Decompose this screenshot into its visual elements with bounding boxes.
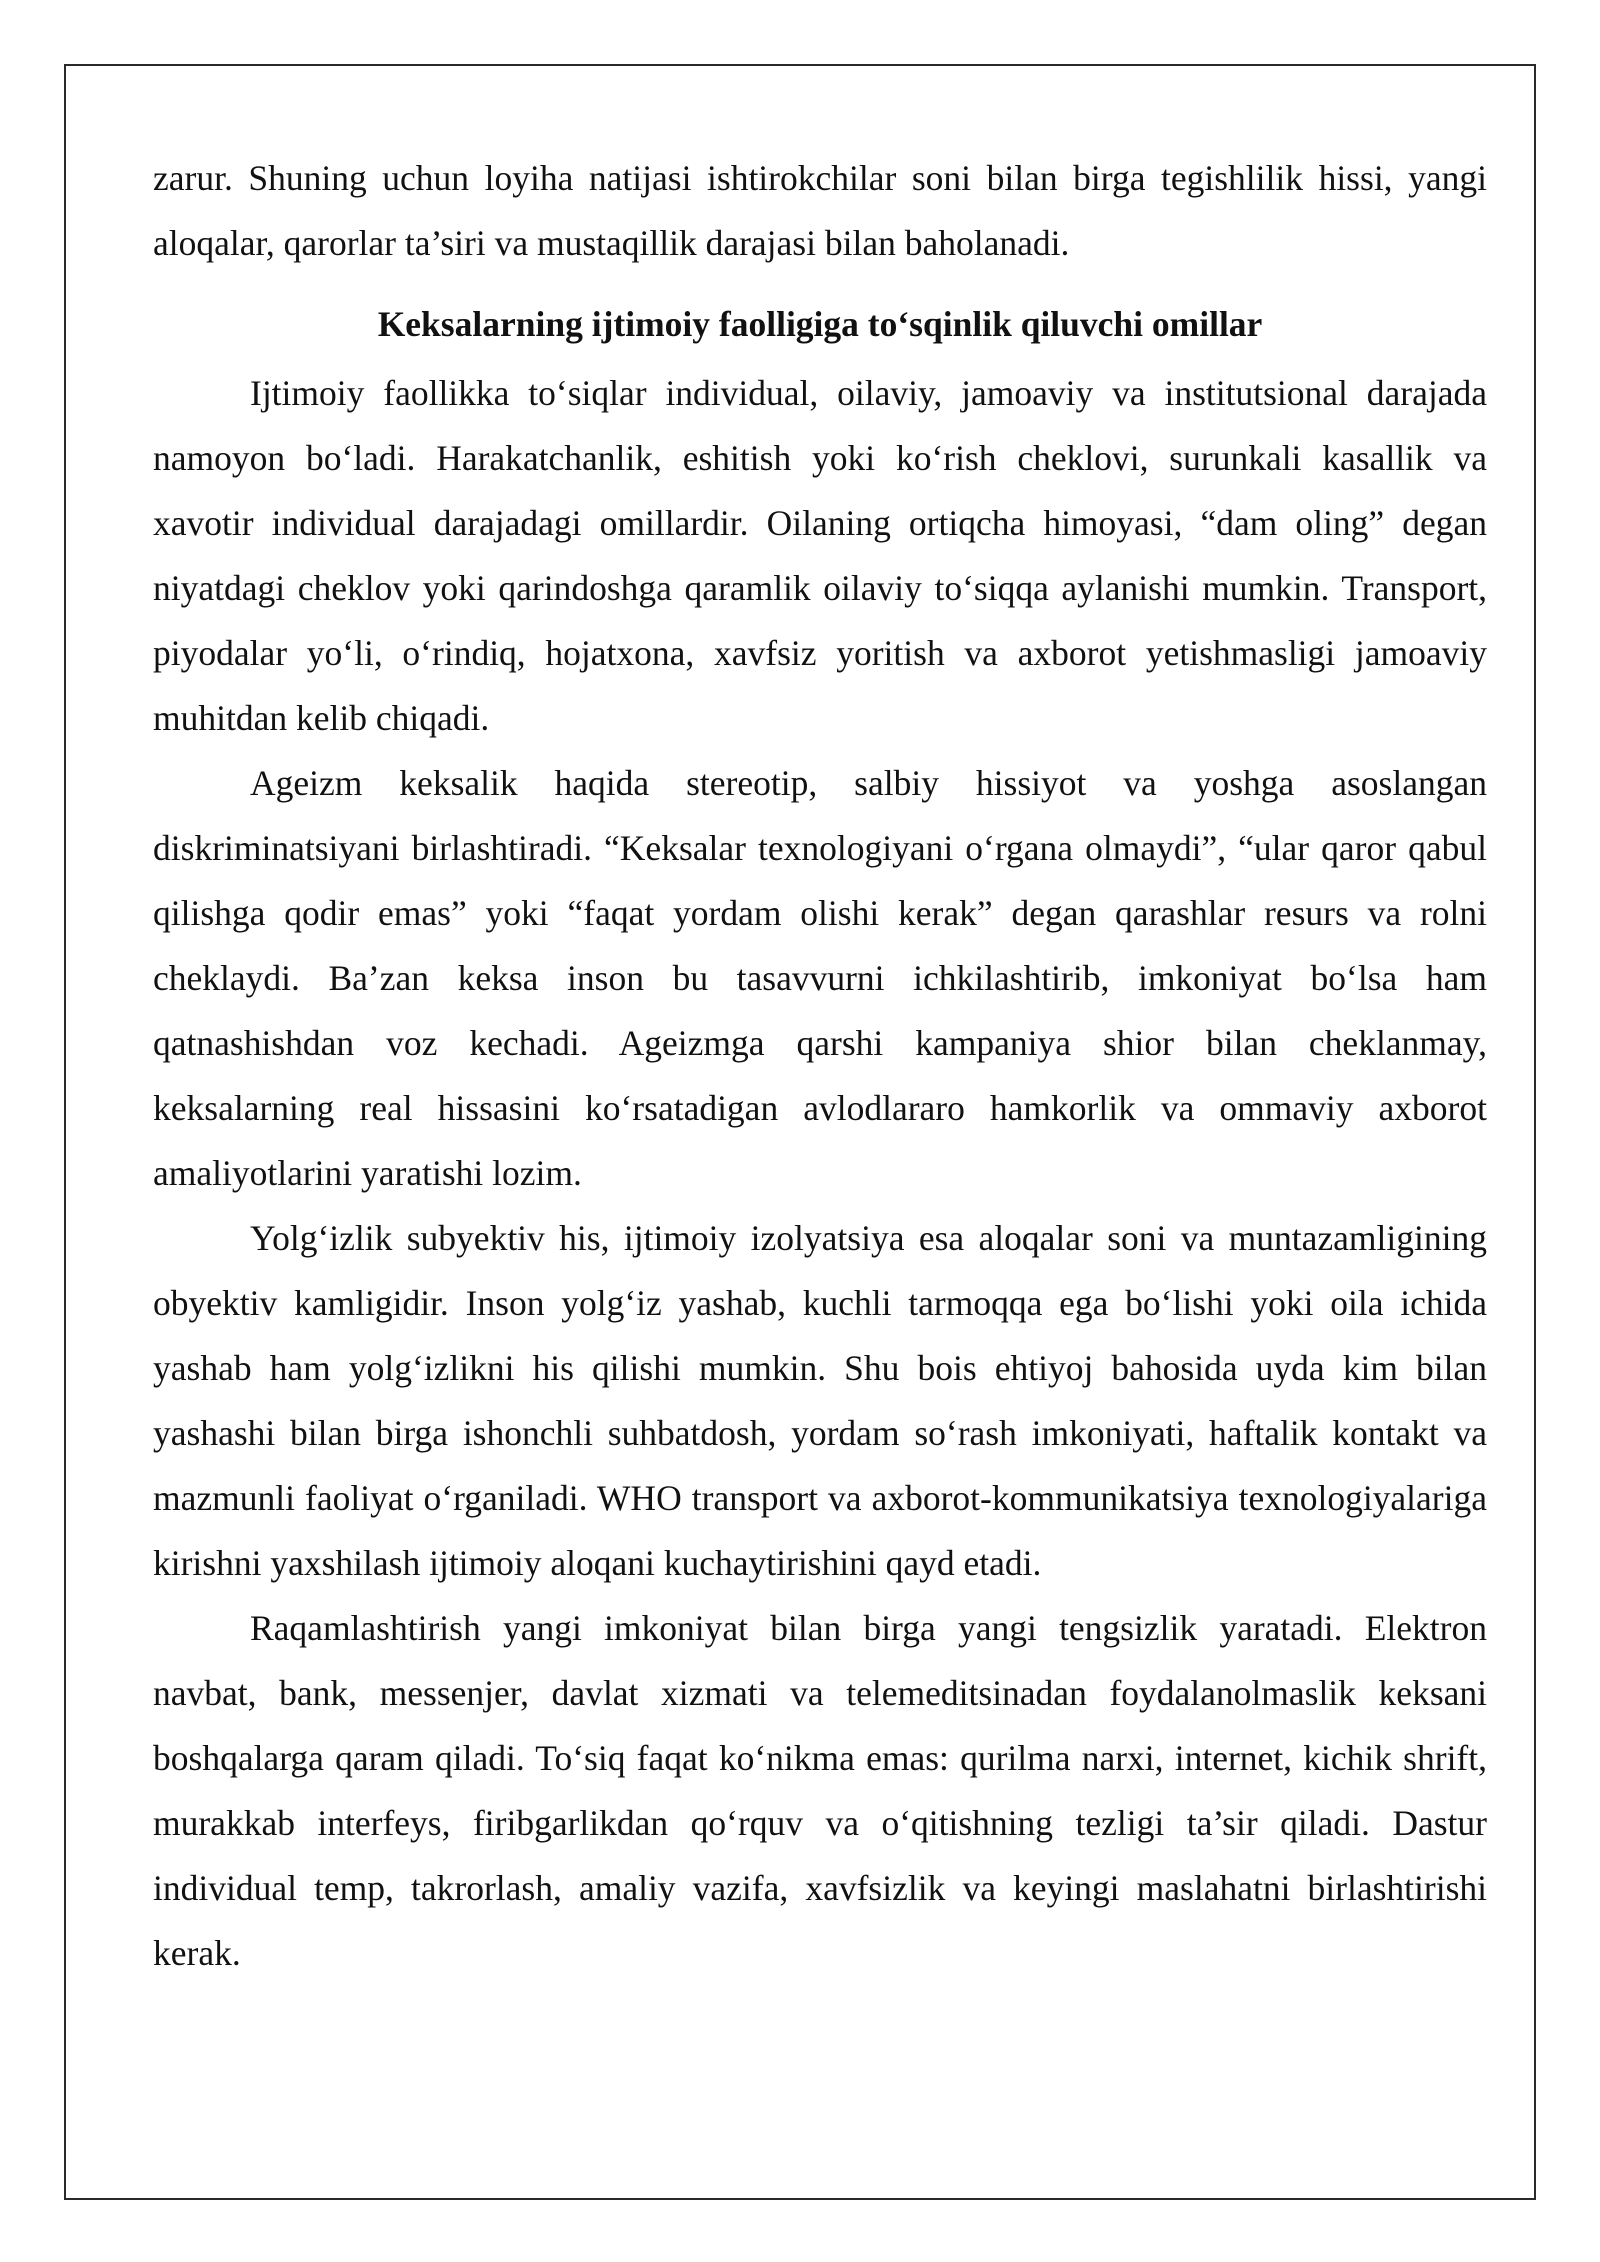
paragraph-barriers-levels: Ijtimoiy faollikka to‘siqlar individual, oilaviy, jamoaviy va institutsional darajada namoyon bo‘ladi. Harakatchanlik, eshitish yoki ko‘rish cheklovi, surunkali kasallik va xavotir individual darajadagi omillardir. Oilaning ortiqcha himoyasi, “dam oling” degan niyatdagi cheklov yoki qarindoshga qaramlik oilaviy to‘siqqa aylanishi mumkin. Transport, piyodalar yo‘li, o‘rindiq, hojatxona, xavfsiz yoritish va axborot yetishmasligi jamoaviy muhitdan kelib chiqadi. bbox=[153, 373, 1487, 738]
section-heading: Keksalarning ijtimoiy faolligiga to‘sqinlik qiluvchi omillar bbox=[377, 304, 1263, 344]
document-body bbox=[153, 146, 1487, 1986]
paragraph-ageism: Ageizm keksalik haqida stereotip, salbiy hissiyot va yoshga asoslangan diskriminatsiyani birlashtiradi. “Keksalar texnologiyani o‘rgana olmaydi”, “ular qaror qabul qilishga qodir emas” yoki “faqat yordam olishi kerak” degan qarashlar resurs va rolni cheklaydi. Ba’zan keksa inson bu tasavvurni ichkilashtirib, imkoniyat bo‘lsa ham qatnashishdan voz kechadi. Ageizmga qarshi kampaniya shior bilan cheklanmay, keksalarning real hissasini ko‘rsatadigan avlodlararo hamkorlik va ommaviy axborot amaliyotlarini yaratishi lozim. bbox=[153, 763, 1487, 1193]
paragraph-loneliness: Yolg‘izlik subyektiv his, ijtimoiy izolyatsiya esa aloqalar soni va muntazamligining obyektiv kamligidir. Inson yolg‘iz yashab, kuchli tarmoqqa ega bo‘lishi yoki oila ichida yashab ham yolg‘izlikni his qilishi mumkin. Shu bois ehtiyoj bahosida uyda kim bilan yashashi bilan birga ishonchli suhbatdosh, yordam so‘rash imkoniyati, haftalik kontakt va mazmunli faoliyat o‘rganiladi. WHO transport va axborot-kommunikatsiya texnologiyalariga kirishni yaxshilash ijtimoiy aloqani kuchaytirishini qayd etadi. bbox=[153, 1218, 1487, 1583]
paragraph-digitalization: Raqamlashtirish yangi imkoniyat bilan birga yangi tengsizlik yaratadi. Elektron navbat, bank, messenjer, davlat xizmati va telemeditsinadan foydalanolmaslik keksani boshqalarga qaram qiladi. To‘siq faqat ko‘nikma emas: qurilma narxi, internet, kichik shrift, murakkab interfeys, firibgarlikdan qo‘rquv va o‘qitishning tezligi ta’sir qiladi. Dastur individual temp, takrorlash, amaliy vazifa, xavfsizlik va keyingi maslahatni birlashtirishi kerak. bbox=[153, 1608, 1487, 1973]
intro-paragraph: zarur. Shuning uchun loyiha natijasi ishtirokchilar soni bilan birga tegishlilik hissi, yangi aloqalar, qarorlar ta’siri va mustaqillik darajasi bilan baholanadi. bbox=[153, 158, 1487, 263]
